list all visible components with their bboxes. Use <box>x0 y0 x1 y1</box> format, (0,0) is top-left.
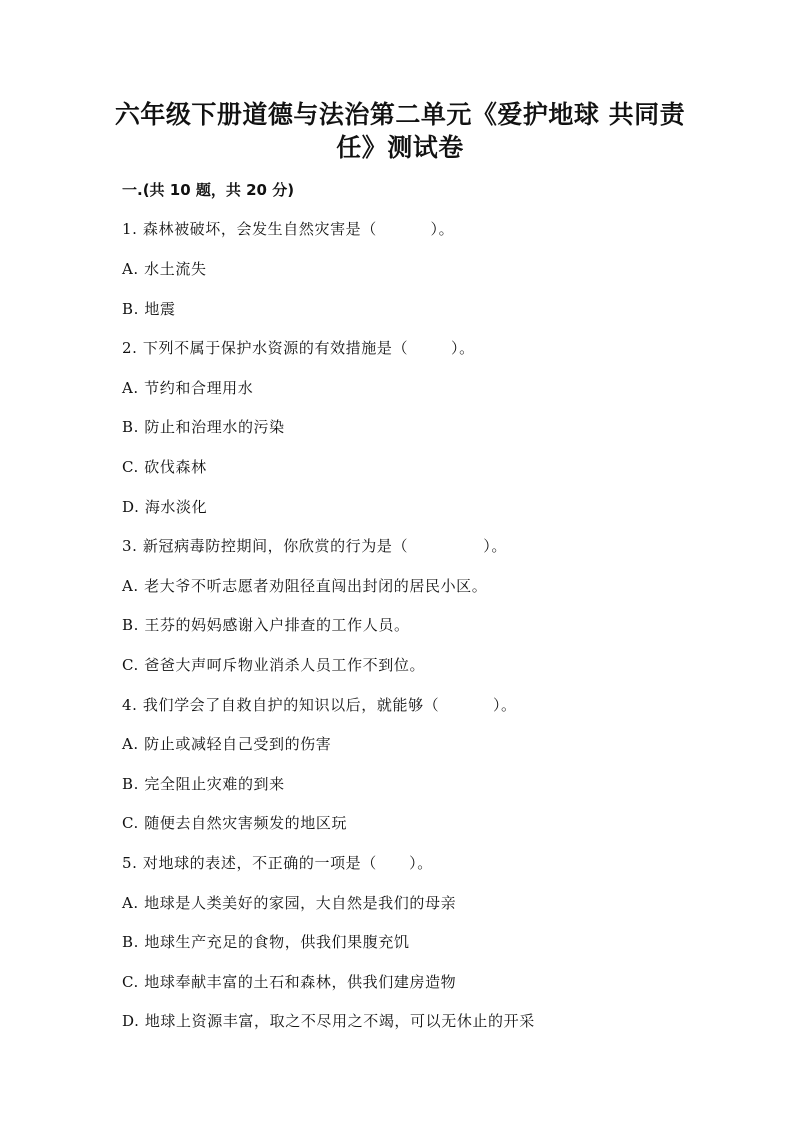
question-1-option-b: B. 地震 <box>122 300 176 318</box>
question-4-stem: 4. 我们学会了自救自护的知识以后，就能够（ ）。 <box>122 696 517 714</box>
question-5-option-b: B. 地球生产充足的食物，供我们果腹充饥 <box>122 933 410 951</box>
page-title-line-1: 六年级下册道德与法治第二单元《爱护地球 共同责 <box>114 100 686 129</box>
question-1-option-a: A. 水土流失 <box>122 260 207 278</box>
section-heading: 一.(共 10 题，共 20 分) <box>122 181 295 199</box>
question-4-option-b: B. 完全阻止灾难的到来 <box>122 775 285 793</box>
question-2-option-b: B. 防止和治理水的污染 <box>122 418 285 436</box>
question-3-option-b: B. 王芬的妈妈感谢入户排查的工作人员。 <box>122 616 410 634</box>
question-4-option-c: C. 随便去自然灾害频发的地区玩 <box>122 814 348 832</box>
question-2-stem: 2. 下列不属于保护水资源的有效措施是（ ）。 <box>122 339 475 357</box>
page-title-line-2: 任》测试卷 <box>336 133 464 162</box>
question-1-stem: 1. 森林被破坏，会发生自然灾害是（ ）。 <box>122 220 455 238</box>
question-3-stem: 3. 新冠病毒防控期间，你欣赏的行为是（ ）。 <box>122 537 507 555</box>
question-5-option-c: C. 地球奉献丰富的土石和森林，供我们建房造物 <box>122 973 457 991</box>
question-2-option-d: D. 海水淡化 <box>122 498 208 516</box>
question-3-option-c: C. 爸爸大声呵斥物业消杀人员工作不到位。 <box>122 656 426 674</box>
question-3-option-a: A. 老大爷不听志愿者劝阻径直闯出封闭的居民小区。 <box>122 577 488 595</box>
question-2-option-a: A. 节约和合理用水 <box>122 379 254 397</box>
question-2-option-c: C. 砍伐森林 <box>122 458 207 476</box>
question-5-option-d: D. 地球上资源丰富，取之不尽用之不竭，可以无休止的开采 <box>122 1012 535 1030</box>
question-4-option-a: A. 防止或减轻自己受到的伤害 <box>122 735 332 753</box>
question-5-stem: 5. 对地球的表述，不正确的一项是（ ）。 <box>122 854 433 872</box>
question-5-option-a: A. 地球是人类美好的家园，大自然是我们的母亲 <box>122 894 457 912</box>
